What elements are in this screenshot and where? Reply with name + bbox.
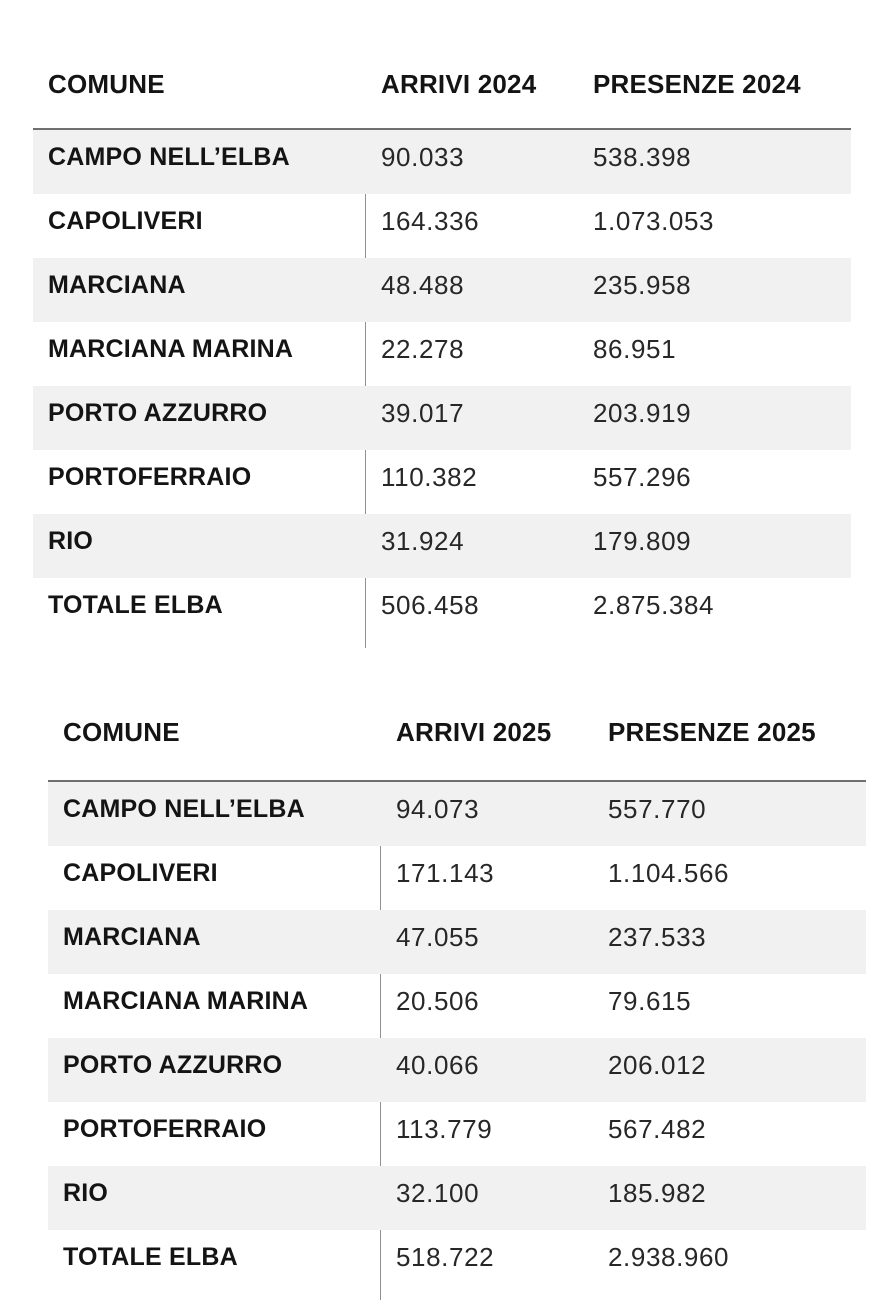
cell-arrivi: 47.055 — [396, 921, 480, 952]
cell-arrivi: 171.143 — [396, 857, 495, 888]
table-arrivi-presenze-2024 — [33, 70, 851, 642]
cell-comune: PORTOFERRAIO — [63, 1114, 267, 1143]
cell-arrivi: 94.073 — [396, 793, 480, 824]
table-body-2025 — [48, 780, 866, 1294]
cell-presenze: 1.073.053 — [593, 205, 715, 236]
table-arrivi-presenze-2025 — [48, 718, 866, 1294]
cell-presenze: 557.296 — [593, 461, 692, 492]
cell-arrivi: 32.100 — [396, 1177, 480, 1208]
table-row — [33, 514, 851, 578]
cell-presenze: 203.919 — [593, 397, 692, 428]
column-header-presenze: PRESENZE 2024 — [593, 69, 801, 99]
table-row — [33, 258, 851, 322]
column-header-presenze: PRESENZE 2025 — [608, 717, 816, 747]
table-header-row-2024 — [33, 70, 851, 128]
table-row — [48, 782, 866, 846]
table-row-total — [48, 1230, 866, 1294]
cell-presenze: 235.958 — [593, 269, 692, 300]
cell-presenze: 86.951 — [593, 333, 677, 364]
cell-comune: MARCIANA MARINA — [48, 334, 294, 363]
cell-presenze: 79.615 — [608, 985, 692, 1016]
table-row — [33, 450, 851, 514]
table-row — [33, 194, 851, 258]
cell-arrivi: 506.458 — [381, 589, 480, 620]
cell-presenze: 206.012 — [608, 1049, 707, 1080]
cell-arrivi: 113.779 — [396, 1113, 493, 1144]
cell-comune: CAMPO NELL’ELBA — [63, 794, 305, 823]
column-header-comune: COMUNE — [48, 69, 165, 99]
table-body-2024 — [33, 128, 851, 642]
cell-presenze: 567.482 — [608, 1113, 707, 1144]
cell-comune: CAPOLIVERI — [48, 206, 203, 235]
cell-arrivi: 39.017 — [381, 397, 465, 428]
cell-arrivi: 22.278 — [381, 333, 465, 364]
cell-comune: TOTALE ELBA — [48, 590, 223, 619]
column-header-arrivi: ARRIVI 2025 — [396, 717, 552, 747]
cell-comune: PORTOFERRAIO — [48, 462, 252, 491]
cell-presenze: 2.938.960 — [608, 1241, 730, 1272]
cell-presenze: 2.875.384 — [593, 589, 715, 620]
cell-presenze: 237.533 — [608, 921, 707, 952]
cell-arrivi: 20.506 — [396, 985, 480, 1016]
cell-arrivi: 164.336 — [381, 205, 480, 236]
table-row-total — [33, 578, 851, 642]
cell-comune: MARCIANA — [63, 922, 201, 951]
cell-presenze: 179.809 — [593, 525, 692, 556]
cell-presenze: 557.770 — [608, 793, 707, 824]
cell-arrivi: 518.722 — [396, 1241, 495, 1272]
table-row — [33, 322, 851, 386]
cell-arrivi: 110.382 — [381, 461, 478, 492]
cell-presenze: 538.398 — [593, 141, 692, 172]
cell-comune: CAMPO NELL’ELBA — [48, 142, 290, 171]
table-row — [48, 1038, 866, 1102]
table-row — [48, 846, 866, 910]
cell-arrivi: 31.924 — [381, 525, 465, 556]
table-header-row-2025 — [48, 718, 866, 780]
table-row — [48, 974, 866, 1038]
table-row — [48, 910, 866, 974]
cell-comune: TOTALE ELBA — [63, 1242, 238, 1271]
column-header-arrivi: ARRIVI 2024 — [381, 69, 537, 99]
cell-comune: RIO — [63, 1178, 109, 1207]
cell-comune: CAPOLIVERI — [63, 858, 218, 887]
table-row — [33, 386, 851, 450]
table-row — [48, 1166, 866, 1230]
cell-comune: PORTO AZZURRO — [63, 1050, 283, 1079]
cell-arrivi: 90.033 — [381, 141, 465, 172]
cell-presenze: 185.982 — [608, 1177, 707, 1208]
cell-arrivi: 40.066 — [396, 1049, 480, 1080]
table-row — [48, 1102, 866, 1166]
table-row — [33, 130, 851, 194]
cell-presenze: 1.104.566 — [608, 857, 730, 888]
cell-comune: MARCIANA MARINA — [63, 986, 309, 1015]
cell-comune: MARCIANA — [48, 270, 186, 299]
cell-comune: PORTO AZZURRO — [48, 398, 268, 427]
column-header-comune: COMUNE — [63, 717, 180, 747]
cell-arrivi: 48.488 — [381, 269, 465, 300]
cell-comune: RIO — [48, 526, 94, 555]
